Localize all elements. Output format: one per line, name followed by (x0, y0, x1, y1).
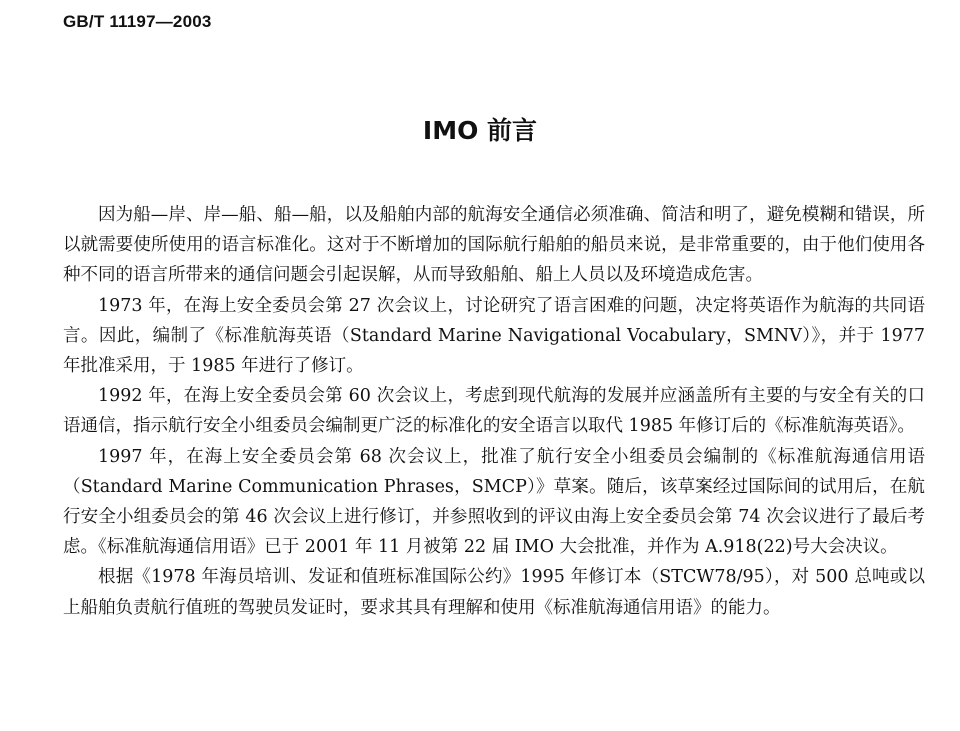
page-title: IMO 前言 (422, 116, 538, 145)
paragraph-1973: 1973 年，在海上安全委员会第 27 次会议上，讨论研究了语言困难的问题，决定将英语作为航海的共同语言。因此，编制了《标准航海英语（Standard Marine Navigational Vocabulary，SMNV）》，并于 1977 年批准采用，于 1985 年进行了修订。 (63, 295, 925, 377)
paragraph-1992: 1992 年，在海上安全委员会第 60 次会议上，考虑到现代航海的发展并应涵盖所有主要的与安全有关的口语通信，指示航行安全小组委员会编制更广泛的标准化的安全语言以取代 1985 年修订后的《标准航海英语》。 (63, 386, 925, 437)
document-body (63, 200, 925, 623)
standard-code: GB/T 11197—2003 (63, 12, 212, 31)
paragraph-1997: 1997 年，在海上安全委员会第 68 次会议上，批准了航行安全小组委员会编制的《标准航海通信用语（Standard Marine Communication Phrases，SMCP）》草案。随后，该草案经过国际间的试用后，在航行安全小组委员会的第 46 次会议上进行修订，并参照收到的评议由海上安全委员会第 74 次会议进行了最后考虑。《标准航海通信用语》已于 2001 年 11 月被第 22 届 IMO 大会批准，并作为 A.918(22)号大会决议。 (63, 446, 925, 558)
paragraph-intro: 因为船—岸、岸—船、船—船，以及船舶内部的航海安全通信必须准确、简洁和明了，避免模糊和错误，所以就需要使所使用的语言标准化。这对于不断增加的国际航行船舶的船员来说，是非常重要的，由于他们使用各种不同的语言所带来的通信问题会引起误解，从而导致船舶、船上人员以及环境造成危害。 (63, 205, 925, 286)
paragraph-stcw: 根据《1978 年海员培训、发证和值班标准国际公约》1995 年修订本（STCW78/95），对 500 总吨或以上船舶负责航行值班的驾驶员发证时，要求其具有理解和使用《标准航海通信用语》的能力。 (63, 567, 925, 618)
